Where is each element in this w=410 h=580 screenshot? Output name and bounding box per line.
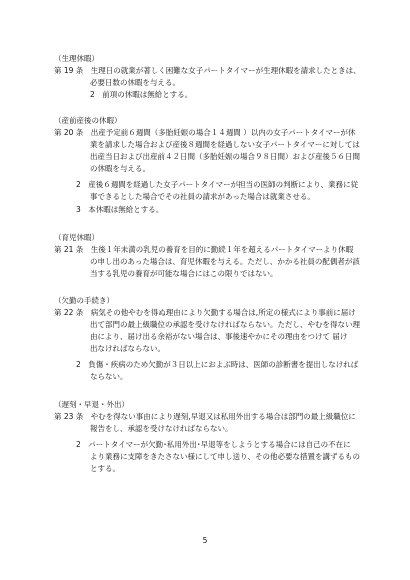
sub-item-text: 2 負傷・疾病のため欠勤が３日以上におよぶ時は、医師の診断書を提出しなければ: [76, 360, 359, 369]
sub-item-text: 事できるとした場合でその社員の請求があった場合は就業させる。: [90, 192, 315, 201]
sub-item-text: 2 前項の休暇は無給とする。: [90, 90, 193, 99]
article-text: の申し出のあった場合は、育児休暇を与える。ただし、かかる社員の配偶者が該: [90, 257, 360, 266]
section-heading: （育児休暇）: [54, 233, 99, 242]
article-text: 業を請求した場合および産後８週間を経過しない女子パートタイマーに対しては: [90, 140, 360, 149]
article-text: の休暇を与える。: [90, 164, 150, 173]
sub-item-text: 3 本休暇は無給とする。: [76, 205, 164, 214]
sub-item-text: 2 パートタイマーが欠勤･私用外出･早退等をしようとする場合には自己の不在に: [76, 440, 351, 449]
article-text: 第 21 条 生後１年未満の乳児の養育を目的に勤続１年を超えるパートタイマーより休暇: [54, 245, 354, 254]
article-text: 第 23 条 やむを得ない事由により遅刻,早退又は私用外出する場合は部門の最上級職位に: [54, 412, 356, 421]
sub-item-text: より業務に支障をきたさない様にして申し送り、その他必要な措置を講ずるもの: [90, 452, 360, 461]
sub-item-text: とする。: [90, 464, 120, 473]
sub-item-text: 2 産後６週間を経過した女子パートタイマーが担当の医師の判断により、業務に従: [76, 180, 359, 189]
article-text: 第 19 条 生理日の就業が著しく困難な女子パートタイマーが生理休暇を請求したときは、: [54, 66, 361, 75]
article-text: 出産当日および出産前４２日間（多胎妊娠の場合９８日間）および産後５６日間: [90, 152, 360, 161]
article-text: 出なければならない。: [90, 344, 165, 353]
page-number: 5: [202, 536, 208, 545]
section-heading: （遅刻・早退・外出）: [54, 400, 129, 409]
article-text: 報告をし、承認を受けなければならない。: [90, 424, 233, 433]
sub-item-text: ならない。: [90, 372, 128, 381]
section-heading: （産前産後の休暇）: [54, 116, 122, 125]
article-text: 必要日数の休暇を与える。: [90, 78, 180, 87]
section-heading: （欠勤の手続き）: [54, 296, 114, 305]
article-text: 由により、届け出る余裕がない場合は、事後速やかにその理由をつけて 届け: [90, 332, 348, 341]
article-text: 当する乳児の養育が可能な場合にはこの限りではない。: [90, 269, 278, 278]
section-heading: （生理休暇）: [54, 54, 99, 63]
article-text: 第 20 条 出産予定前６週間（多胎妊娠の場合１４週間 ）以内の女子パートタイマーが休: [54, 128, 356, 137]
article-text: 第 22 条 病気その他やむを得ぬ理由により欠勤する場合は,所定の様式により事前に届け: [54, 308, 356, 317]
article-text: 出て部門の最上級職位の承認を受けなければならない。ただし、やむを得ない理: [90, 320, 360, 329]
